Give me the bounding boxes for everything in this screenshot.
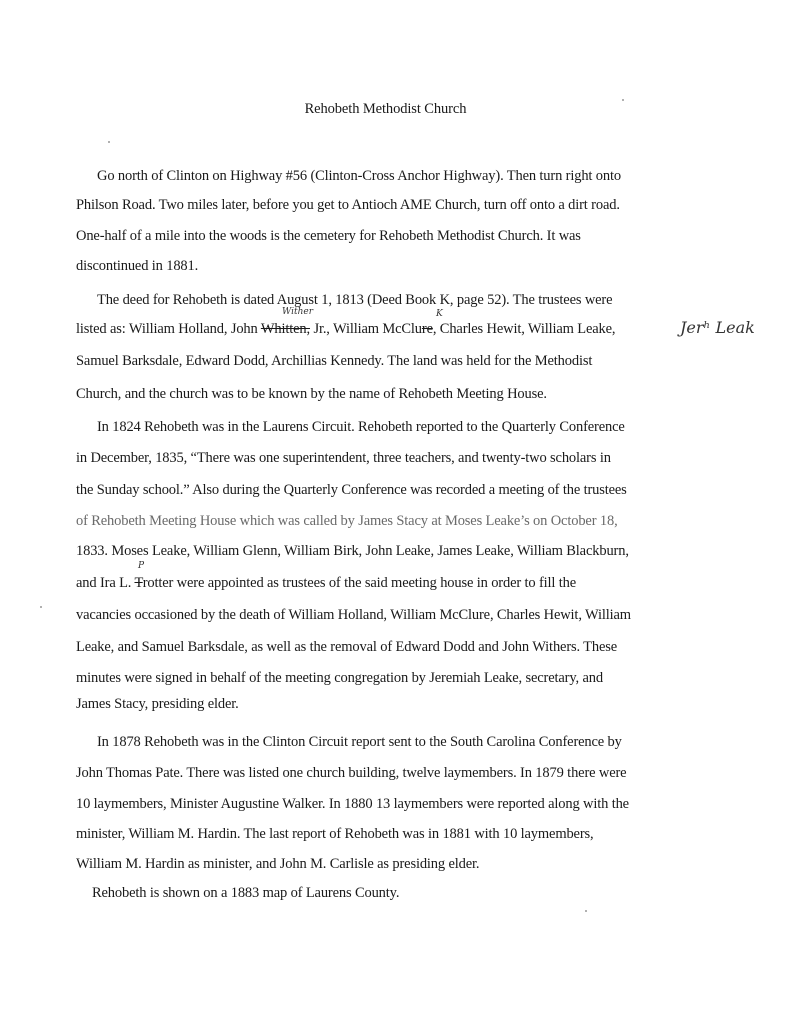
paragraph-4-line-2: John Thomas Pate. There was listed one church building, twelve laymembers. In 1879 there were [76, 765, 627, 781]
text-segment: and Ira L. [76, 575, 135, 591]
paragraph-4-line-3: 10 laymembers, Minister Augustine Walker. In 1880 13 laymembers were reported along with the [76, 796, 629, 812]
handwritten-correction: K [436, 309, 443, 319]
paragraph-3-line-1: In 1824 Rehobeth was in the Laurens Circuit. Rehobeth reported to the Quarterly Conference [97, 419, 625, 435]
scan-speck [40, 606, 42, 608]
paragraph-3-line-2: in December, 1835, “There was one superintendent, three teachers, and twenty-two scholars in [76, 450, 611, 466]
paragraph-3-line-4: of Rehobeth Meeting House which was called by James Stacy at Moses Leake’s on October 18, [76, 513, 618, 529]
paragraph-2-line-3: Samuel Barksdale, Edward Dodd, Archillias Kennedy. The land was held for the Methodist [76, 353, 593, 369]
struck-text: Whitten, [260, 321, 310, 337]
text-segment: listed as: William Holland, John [76, 321, 261, 337]
paragraph-3-line-5: 1833. Moses Leake, William Glenn, William Birk, John Leake, James Leake, William Blackburn, [76, 543, 629, 559]
scan-speck [622, 99, 624, 101]
paragraph-3-line-9: minutes were signed in behalf of the meeting congregation by Jeremiah Leake, secretary, and [76, 670, 603, 686]
scan-speck [585, 910, 587, 912]
paragraph-1-line-2: Philson Road. Two miles later, before you get to Antioch AME Church, turn off onto a dirt road. [76, 197, 620, 213]
paragraph-1-line-1: Go north of Clinton on Highway #56 (Clinton-Cross Anchor Highway). Then turn right onto [97, 168, 621, 184]
paragraph-1-line-3: One-half of a mile into the woods is the cemetery for Rehobeth Methodist Church. It was [76, 228, 581, 244]
paragraph-4-line-1: In 1878 Rehobeth was in the Clinton Circuit report sent to the South Carolina Conference by [97, 734, 622, 750]
paragraph-3-line-3: the Sunday school.” Also during the Quarterly Conference was recorded a meeting of the trustees [76, 482, 627, 498]
paragraph-3-line-8: Leake, and Samuel Barksdale, as well as the removal of Edward Dodd and John Withers. These [76, 639, 618, 655]
paragraph-3-line-10: James Stacy, presiding elder. [76, 696, 239, 712]
struck-text: re [421, 321, 433, 337]
paragraph-2-line-4: Church, and the church was to be known by the name of Rehobeth Meeting House. [76, 386, 547, 402]
paragraph-2-line-2 [76, 320, 615, 338]
handwritten-margin-note: Jerʰ Leak [680, 318, 755, 337]
handwritten-correction: P [138, 561, 145, 571]
scan-speck [108, 141, 110, 143]
text-segment: Jr., William McClu [309, 321, 422, 337]
paragraph-5-line-1: Rehobeth is shown on a 1883 map of Laurens County. [92, 885, 400, 901]
text-segment: rotter were appointed as trustees of the said meeting house in order to fill the [142, 575, 577, 591]
page-title: Rehobeth Methodist Church [304, 101, 467, 117]
paragraph-4-line-5: William M. Hardin as minister, and John M. Carlisle as presiding elder. [76, 856, 480, 872]
paragraph-2-line-1: The deed for Rehobeth is dated August 1, 1813 (Deed Book K, page 52). The trustees were [97, 292, 613, 308]
paragraph-3-line-7: vacancies occasioned by the death of William Holland, William McClure, Charles Hewit, William [76, 607, 631, 623]
paragraph-1-line-4: discontinued in 1881. [76, 258, 199, 274]
struck-text: T [134, 575, 143, 591]
handwritten-correction: Wither [282, 307, 314, 317]
text-segment: , Charles Hewit, William Leake, [432, 321, 616, 337]
paragraph-3-line-6 [76, 574, 576, 592]
paragraph-4-line-4: minister, William M. Hardin. The last report of Rehobeth was in 1881 with 10 laymembers, [76, 826, 594, 842]
